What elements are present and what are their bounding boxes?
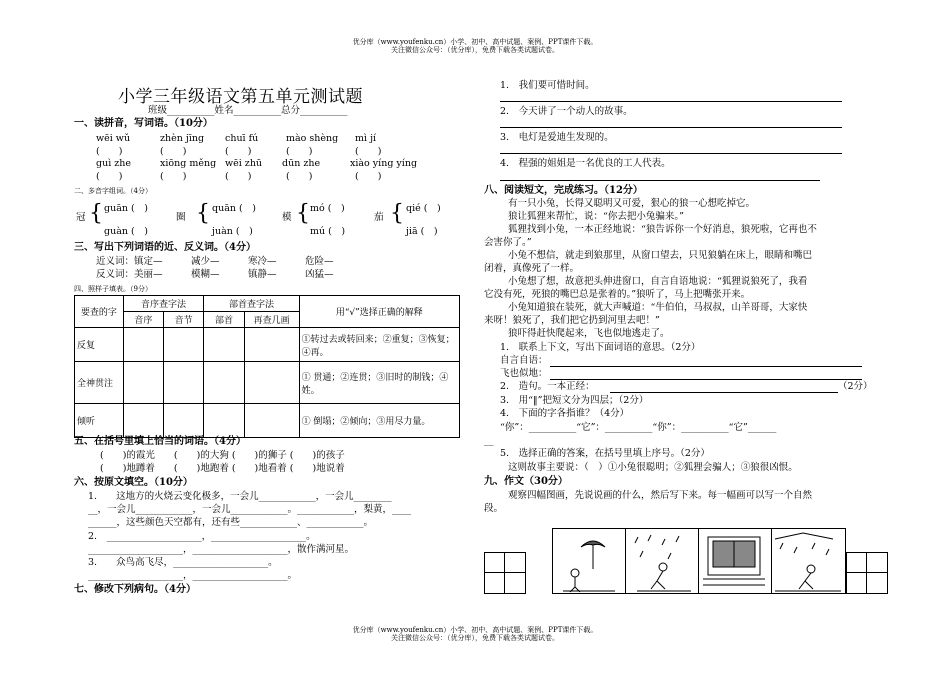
section-9-heading: 九、作文（30分） xyxy=(484,476,568,487)
polyphone-char: 茄 xyxy=(374,212,384,223)
pinyin-8: wēi zhū xyxy=(225,158,263,169)
table-subheader: 再查几画 xyxy=(244,312,299,328)
question-score: （2分） xyxy=(838,381,873,392)
synonyms-row: 近义词：镇定— 减少— 寒冷— 危险— xyxy=(96,256,334,267)
table-cell[interactable] xyxy=(244,362,299,404)
table-cell[interactable] xyxy=(204,328,244,362)
blank[interactable]: ( ) xyxy=(286,171,313,182)
section-5-heading: 五、在括号里填上恰当的词语。（4分） xyxy=(74,436,246,447)
recite-line[interactable]: 2. ____________________，____________________。 xyxy=(88,531,316,542)
polyphone-reading[interactable]: mó ( ) xyxy=(310,203,345,214)
table-header: 用“√”选择正确的解释 xyxy=(299,296,459,328)
table-cell-explanation[interactable]: ① 倒塌；②倾向；③用尽力量。 xyxy=(299,404,459,438)
section-3-heading: 三、写出下列词语的近、反义词。（4分） xyxy=(74,242,256,253)
comic-panel-2 xyxy=(635,535,691,591)
passage-text: 闭着，真像死了一样。 xyxy=(484,263,580,274)
comic-panel-4 xyxy=(775,533,841,591)
table-cell[interactable] xyxy=(164,404,204,438)
polyphone-reading[interactable]: juàn ( ) xyxy=(212,226,253,237)
table-cell[interactable] xyxy=(244,328,299,362)
pinyin-2: zhèn jīng xyxy=(160,133,205,144)
page-title: 小学三年级语文第五单元测试题 xyxy=(118,87,363,107)
table-header: 部首查字法 xyxy=(204,296,299,312)
table-subheader: 部首 xyxy=(204,312,244,328)
recite-line[interactable]: ______，这些颜色天空都有，还有些____________、____________。 xyxy=(88,517,374,528)
polyphone-reading[interactable]: quān ( ) xyxy=(212,203,256,214)
pinyin-3: chuī fú xyxy=(225,133,259,144)
answer-line[interactable] xyxy=(500,127,842,128)
answer-line[interactable] xyxy=(500,153,842,154)
question-label: 自言自语： xyxy=(500,355,548,366)
passage-text: 狼吓得赶快爬起来，飞也似地逃走了。 xyxy=(508,328,670,339)
passage-text: 小兔不想信，就走到狼那里，从窗口望去，只见狼躺在床上，眼睛和嘴巴 xyxy=(508,250,813,261)
comic-panel-3 xyxy=(703,537,765,585)
table-cell-explanation[interactable]: ①转过去或转回来；②重复；③恢复；④再。 xyxy=(299,328,459,362)
answer-line[interactable] xyxy=(500,180,820,181)
polyphone-reading[interactable]: guàn ( ) xyxy=(104,226,148,237)
table-cell-word: 全神贯注 xyxy=(75,362,124,404)
table-subheader: 音序 xyxy=(123,312,163,328)
table-cell[interactable] xyxy=(164,328,204,362)
answer-line[interactable] xyxy=(500,101,842,102)
pinyin-9: dūn zhe xyxy=(282,158,321,169)
fill-row[interactable]: ( )的霞光 ( )的大狗 ( )的狮子 ( )的孩子 xyxy=(100,450,345,461)
blank[interactable]: ( ) xyxy=(96,171,123,182)
blank[interactable]: ( ) xyxy=(225,171,252,182)
comic-strip xyxy=(552,528,846,594)
passage-text: 狼让狐狸来帮忙，说：“你去把小兔骗来。” xyxy=(508,211,684,222)
blank[interactable]: ( ) xyxy=(355,171,382,182)
fill-row[interactable]: ( )地蹲着 ( )地跑着 ( )地看着 ( )地说着 xyxy=(100,463,345,474)
question: 2. 造句。一本正经： xyxy=(500,381,595,392)
table-cell[interactable] xyxy=(204,362,244,404)
blank[interactable]: ( ) xyxy=(225,146,252,157)
passage-text: 狐狸找到小兔，一本正经地说：“狼告诉你一个好消息，狼死啦，它再也不 xyxy=(508,224,817,235)
polyphone-reading[interactable]: qié ( ) xyxy=(406,203,441,214)
pinyin-5: mì jí xyxy=(355,133,377,144)
table-cell[interactable] xyxy=(123,328,163,362)
table-subheader: 音节 xyxy=(164,312,204,328)
brace-icon: { xyxy=(296,201,310,226)
pinyin-1: wēi wǔ xyxy=(96,133,131,144)
table-cell[interactable] xyxy=(123,362,163,404)
table-cell-explanation[interactable]: ① 贯通；②连贯；③旧时的制钱；④姓。 xyxy=(299,362,459,404)
table-cell[interactable] xyxy=(204,404,244,438)
blank[interactable]: ( ) xyxy=(160,146,187,157)
section-1-heading: 一、读拼音，写词语。（10分） xyxy=(74,118,213,129)
writing-grid[interactable] xyxy=(484,552,526,594)
question-answers[interactable]: “你”：__________“它”：__________“你”：__________“它”______ xyxy=(500,422,777,433)
recite-line[interactable]: ____________________，____________________，散作满河星。 xyxy=(88,544,355,555)
polyphone-reading[interactable]: jiā ( ) xyxy=(406,226,438,237)
lookup-table xyxy=(74,295,460,438)
answer-line[interactable] xyxy=(550,379,862,380)
brace-icon: { xyxy=(196,201,210,226)
answer-line[interactable] xyxy=(550,366,862,367)
recite-line[interactable]: 3. 众鸟高飞尽，____________________。 xyxy=(88,557,278,568)
passage-text: 有一只小兔，长得又聪明又可爱，狠心的狼一心想吃掉它。 xyxy=(508,198,756,209)
sentence-item: 2. 今天讲了一个动人的故事。 xyxy=(500,106,633,117)
writing-grid[interactable] xyxy=(846,552,888,594)
question-answers[interactable]: __ xyxy=(484,435,494,446)
passage-text: 会害你了。” xyxy=(484,237,532,248)
blank[interactable]: ( ) xyxy=(355,146,382,157)
recite-line[interactable]: 1. 这地方的火烧云变化极多，一会儿____________，一会儿________ xyxy=(88,491,392,502)
blank[interactable]: ( ) xyxy=(96,146,123,157)
table-cell[interactable] xyxy=(164,362,204,404)
table-cell-word: 倾听 xyxy=(75,404,124,438)
antonyms-row: 反义词：美丽— 模糊— 镇静— 凶猛— xyxy=(96,269,334,280)
answer-line[interactable] xyxy=(610,392,838,393)
question-options[interactable]: 这则故事主要说：（ ）①小兔很聪明；②狐狸会骗人；③狼很凶恨。 xyxy=(508,462,798,473)
section-4-heading: 四、照样子填表。（9分） xyxy=(74,285,152,293)
question: 4. 下面的字各指谁？（4分） xyxy=(500,408,630,419)
header-line-2: 关注微信公众号：（优分库），免费下载各类试题试卷。 xyxy=(391,46,559,54)
question: 3. 用“‖”把短文分为四层；（2分） xyxy=(500,395,649,406)
polyphone-reading[interactable]: guān ( ) xyxy=(104,203,148,214)
polyphone-char: 冠 xyxy=(76,212,86,223)
polyphone-char: 模 xyxy=(282,212,292,223)
sentence-item: 4. 程强的姐姐是一名优良的工人代表。 xyxy=(500,158,671,169)
sentence-item: 3. 电灯是爱迪生发现的。 xyxy=(500,132,614,143)
section-7-heading: 七、修改下列病句。（4分） xyxy=(74,584,196,595)
composition-prompt: 段。 xyxy=(484,503,504,514)
footer-line-2: 关注微信公众号：（优分库），免费下载各类试题试卷。 xyxy=(391,634,559,642)
table-header: 要查的字 xyxy=(75,296,124,328)
passage-text: 小兔知道狼在装死，就大声喊道：“牛伯伯，马叔叔，山羊哥哥，大家快 xyxy=(508,302,808,313)
polyphone-reading[interactable]: mú ( ) xyxy=(310,226,346,237)
question-label: 飞也似地： xyxy=(500,368,548,379)
recite-line[interactable]: ____________________，____________________。 xyxy=(88,570,298,581)
brace-icon: { xyxy=(390,201,404,226)
table-header: 音序查字法 xyxy=(123,296,204,312)
pinyin-7: xiōng měng xyxy=(160,158,217,169)
passage-text: 小兔想了想，故意把头伸进窗口，自言自语地说：“狐狸说狼死了，我看 xyxy=(508,276,808,287)
passage-text: 它没有死，死狼的嘴巴总是张着的。”狼听了，马上把嘴张开来。 xyxy=(484,289,751,300)
comic-panel-1 xyxy=(563,541,615,592)
footer-line-1: 优分库（www.youfenku.cn）小学、初中、高中试题、案例、PPT课件下载。 xyxy=(352,626,598,634)
student-info: 班级__________姓名__________总分__________ xyxy=(148,105,348,116)
recite-line[interactable]: __，一会儿____________，一会儿____________。____________，梨黄，____ xyxy=(88,504,412,515)
table-cell[interactable] xyxy=(244,404,299,438)
section-6-heading: 六、按原文填空。（10分） xyxy=(74,477,193,488)
composition-prompt: 观察四幅图画，先说说画的什么，然后写下来。每一幅画可以写一个自然 xyxy=(508,490,813,501)
section-8-heading: 八、阅读短文，完成练习。（12分） xyxy=(484,185,643,196)
table-cell-word: 反复 xyxy=(75,328,124,362)
question: 5. 选择正确的答案，在括号里填上序号。（2分） xyxy=(500,448,710,459)
blank[interactable]: ( ) xyxy=(286,146,313,157)
section-2-heading: 二、多音字组词。（4分） xyxy=(74,187,152,195)
pinyin-4: mào shèng xyxy=(286,133,339,144)
pinyin-10: xiào yíng yíng xyxy=(350,158,418,169)
question: 1. 联系上下文，写出下面词语的意思。（2分） xyxy=(500,342,701,353)
blank[interactable]: ( ) xyxy=(160,171,187,182)
header-line-1: 优分库（www.youfenku.cn）小学、初中、高中试题、案例、PPT课件下载。 xyxy=(352,38,598,46)
pinyin-6: guì zhe xyxy=(96,158,132,169)
sentence-item: 1. 我们要可惜时间。 xyxy=(500,80,595,91)
brace-icon: { xyxy=(89,201,103,226)
table-cell[interactable] xyxy=(123,404,163,438)
passage-text: 来呀！狼死了，我们把它扔到河里去吧！” xyxy=(484,315,660,326)
polyphone-char: 圈 xyxy=(176,212,186,223)
